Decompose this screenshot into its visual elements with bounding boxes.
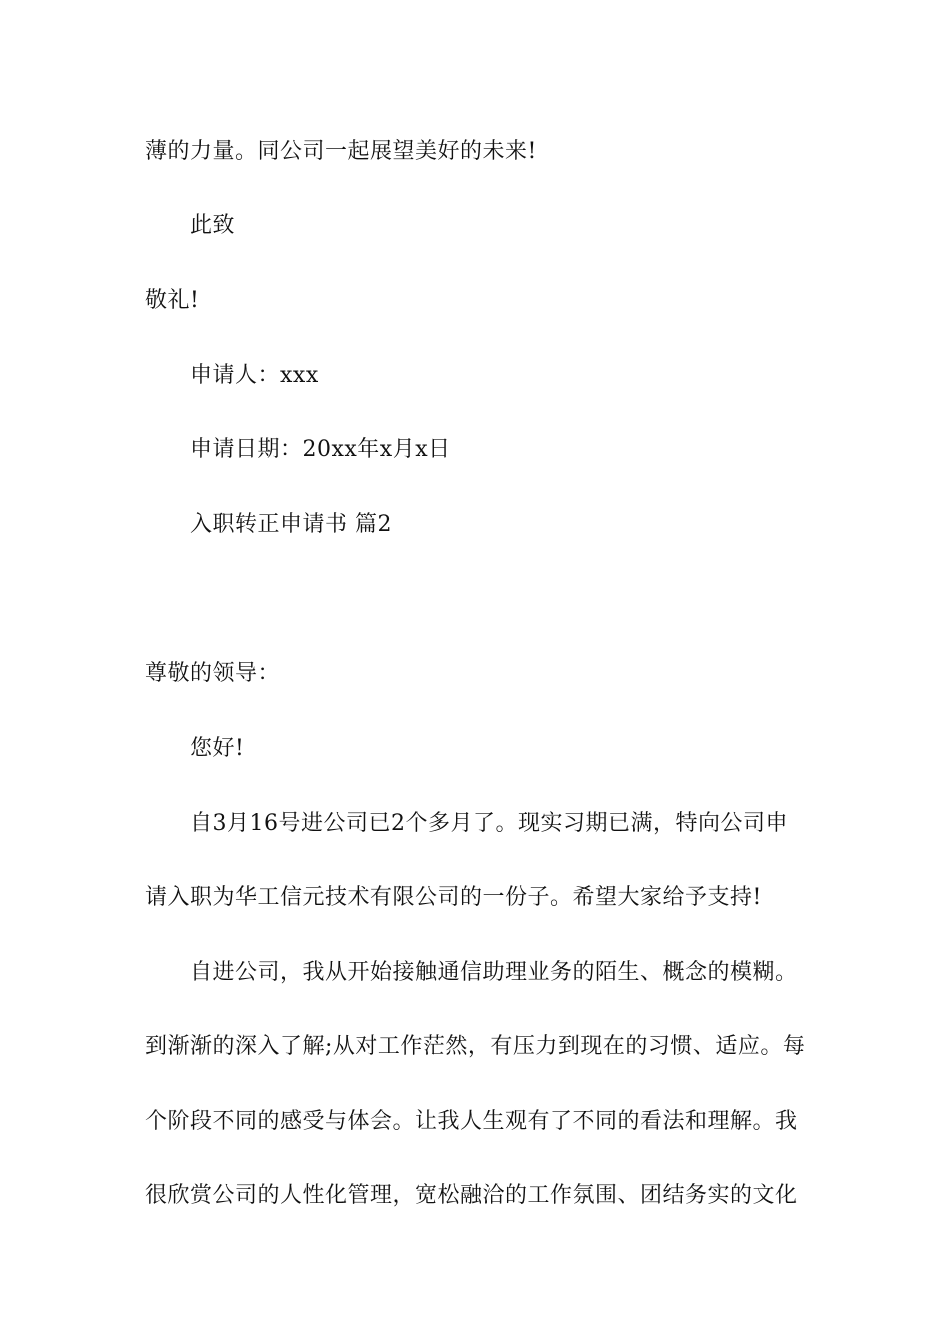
paragraph-line: 自3月16号进公司已2个多月了。现实习期已满，特向公司申 xyxy=(190,811,788,836)
paragraph-line: 个阶段不同的感受与体会。让我人生观有了不同的看法和理解。我 xyxy=(145,1109,798,1134)
greeting: 您好! xyxy=(190,736,245,761)
greeting-recipient: 尊敬的领导： xyxy=(145,661,281,686)
paragraph-line: 请入职为华工信元技术有限公司的一份子。希望大家给予支持! xyxy=(145,885,762,910)
paragraph-line: 自进公司，我从开始接触通信助理业务的陌生、概念的模糊。 xyxy=(190,960,798,985)
section-heading: 入职转正申请书 篇2 xyxy=(190,512,392,537)
closing-salutation: 此致 xyxy=(190,213,236,238)
paragraph-line: 很欣赏公司的人性化管理，宽松融洽的工作氛围、团结务实的文化 xyxy=(145,1183,798,1208)
paragraph-line: 到渐渐的深入了解;从对工作茫然，有压力到现在的习惯、适应。每 xyxy=(145,1034,806,1059)
paragraph-line: 薄的力量。同公司一起展望美好的未来! xyxy=(145,139,537,164)
closing-regards: 敬礼! xyxy=(145,288,200,313)
applicant-name: 申请人：xxx xyxy=(190,363,319,388)
application-date: 申请日期：20xx年x月x日 xyxy=(190,437,451,462)
